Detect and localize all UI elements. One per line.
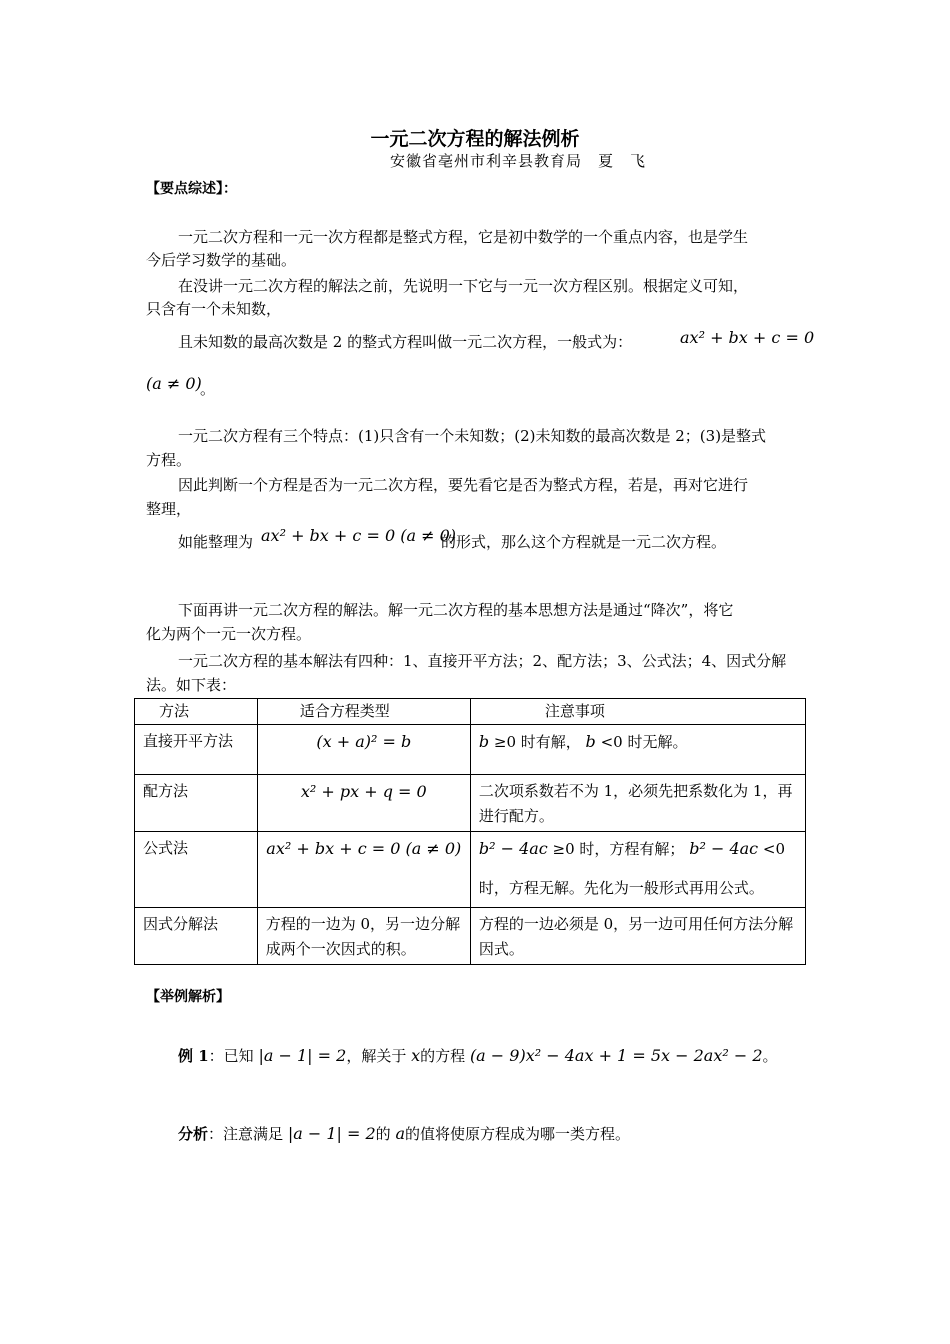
note-cell — [470, 832, 805, 908]
example-1-line — [178, 1044, 778, 1068]
discriminant: b² − 4ac — [478, 839, 548, 858]
analysis-text: 的值将使原方程成为哪一类方程。 — [405, 1125, 631, 1143]
general-form-condition: (a ≠ 0) — [146, 374, 202, 393]
discriminant: b² − 4ac — [689, 839, 759, 858]
example-1-condition: |a − 1| = 2 — [258, 1046, 347, 1065]
analysis-line — [178, 1122, 630, 1146]
analysis-condition: |a − 1| = 2 — [287, 1124, 376, 1143]
analysis-label: 分析 — [178, 1125, 209, 1143]
general-form-equation: ax² + bx + c = 0 — [680, 328, 815, 347]
table-row — [135, 775, 806, 832]
paragraph-4-line-2: 方程。 — [146, 451, 192, 469]
note-var-b: b — [585, 732, 596, 751]
note-cell: 二次项系数若不为 1，必须先把系数化为 1，再进行配方。 — [470, 775, 805, 832]
section-heading-summary: 【要点综述】： — [146, 181, 237, 197]
note-text: <0 — [762, 840, 786, 858]
table-row — [135, 908, 806, 965]
table-header-type: 适合方程类型 — [257, 699, 470, 725]
paragraph-6-prefix: 如能整理为 — [178, 533, 254, 551]
note-text: ≥0 时，方程有解； — [552, 840, 685, 858]
example-1-text: ，解关于 — [346, 1047, 407, 1065]
table-header-method: 方法 — [135, 699, 258, 725]
note-cell — [470, 725, 805, 775]
note-text: ≥0 时有解， — [493, 733, 581, 751]
paragraph-3-end: 。 — [200, 380, 216, 398]
table-row — [135, 832, 806, 908]
type-cell: ax² + bx + c = 0 (a ≠ 0) — [257, 832, 470, 908]
example-1-label: 例 1 — [178, 1047, 209, 1065]
example-1-text: 的方程 — [420, 1047, 466, 1065]
analysis-var-a: a — [395, 1124, 405, 1143]
analysis-text: 的 — [375, 1125, 391, 1143]
paragraph-8-line-2: 法。如下表： — [146, 676, 237, 694]
example-1-var-x: x — [411, 1046, 421, 1065]
table-row — [135, 725, 806, 775]
method-cell: 公式法 — [135, 832, 258, 908]
paragraph-5-line-2: 整理， — [146, 500, 192, 518]
paragraph-1-line-1: 一元二次方程和一元一次方程都是整式方程，它是初中数学的一个重点内容，也是学生 — [178, 228, 749, 246]
method-cell: 配方法 — [135, 775, 258, 832]
method-cell: 因式分解法 — [135, 908, 258, 965]
paragraph-7-line-2: 化为两个一元一次方程。 — [146, 625, 312, 643]
section-heading-examples: 【举例解析】 — [146, 989, 230, 1005]
table-header-note: 注意事项 — [470, 699, 805, 725]
author-line: 安徽省亳州市利辛县教育局 夏 飞 — [390, 152, 647, 170]
note-text: <0 时无解。 — [600, 733, 688, 751]
note-var-b: b — [478, 732, 490, 751]
example-1-end: 。 — [762, 1047, 778, 1065]
paragraph-2-line-2: 只含有一个未知数， — [146, 300, 282, 318]
page-title: 一元二次方程的解法例析 — [370, 128, 580, 150]
paragraph-6-equation: ax² + bx + c = 0 (a ≠ 0) — [261, 526, 456, 545]
example-1-equation: (a − 9)x² − 4ax + 1 = 5x − 2ax² − 2 — [469, 1046, 763, 1065]
method-cell: 直接开平方法 — [135, 725, 258, 775]
paragraph-2-line-1: 在没讲一元二次方程的解法之前，先说明一下它与一元一次方程区别。根据定义可知， — [178, 277, 749, 295]
type-cell: x² + px + q = 0 — [257, 775, 470, 832]
paragraph-8-line-1: 一元二次方程的基本解法有四种：1、直接开平方法；2、配方法；3、公式法；4、因式分解 — [178, 652, 787, 670]
note-text: 时，方程无解。先化为一般形式再用公式。 — [478, 879, 764, 897]
table-header-row — [135, 699, 806, 725]
type-cell: 方程的一边为 0，另一边分解成两个一次因式的积。 — [257, 908, 470, 965]
paragraph-4-line-1: 一元二次方程有三个特点：(1)只含有一个未知数；(2)未知数的最高次数是 2；(3)是整式 — [178, 427, 767, 445]
type-cell: (x + a)² = b — [257, 725, 470, 775]
paragraph-7-line-1: 下面再讲一元二次方程的解法。解一元二次方程的基本思想方法是通过“降次”，将它 — [178, 601, 734, 619]
paragraph-3-line-1: 且未知数的最高次数是 2 的整式方程叫做一元二次方程，一般式为： — [178, 333, 633, 351]
paragraph-5-line-1: 因此判断一个方程是否为一元二次方程，要先看它是否为整式方程，若是，再对它进行 — [178, 476, 749, 494]
paragraph-1-line-2: 今后学习数学的基础。 — [146, 251, 297, 269]
note-cell: 方程的一边必须是 0，另一边可用任何方法分解因式。 — [470, 908, 805, 965]
methods-table — [134, 698, 806, 965]
example-1-text: ：已知 — [208, 1047, 254, 1065]
analysis-text: ：注意满足 — [208, 1125, 284, 1143]
paragraph-6-suffix: 的形式，那么这个方程就是一元二次方程。 — [441, 533, 727, 551]
